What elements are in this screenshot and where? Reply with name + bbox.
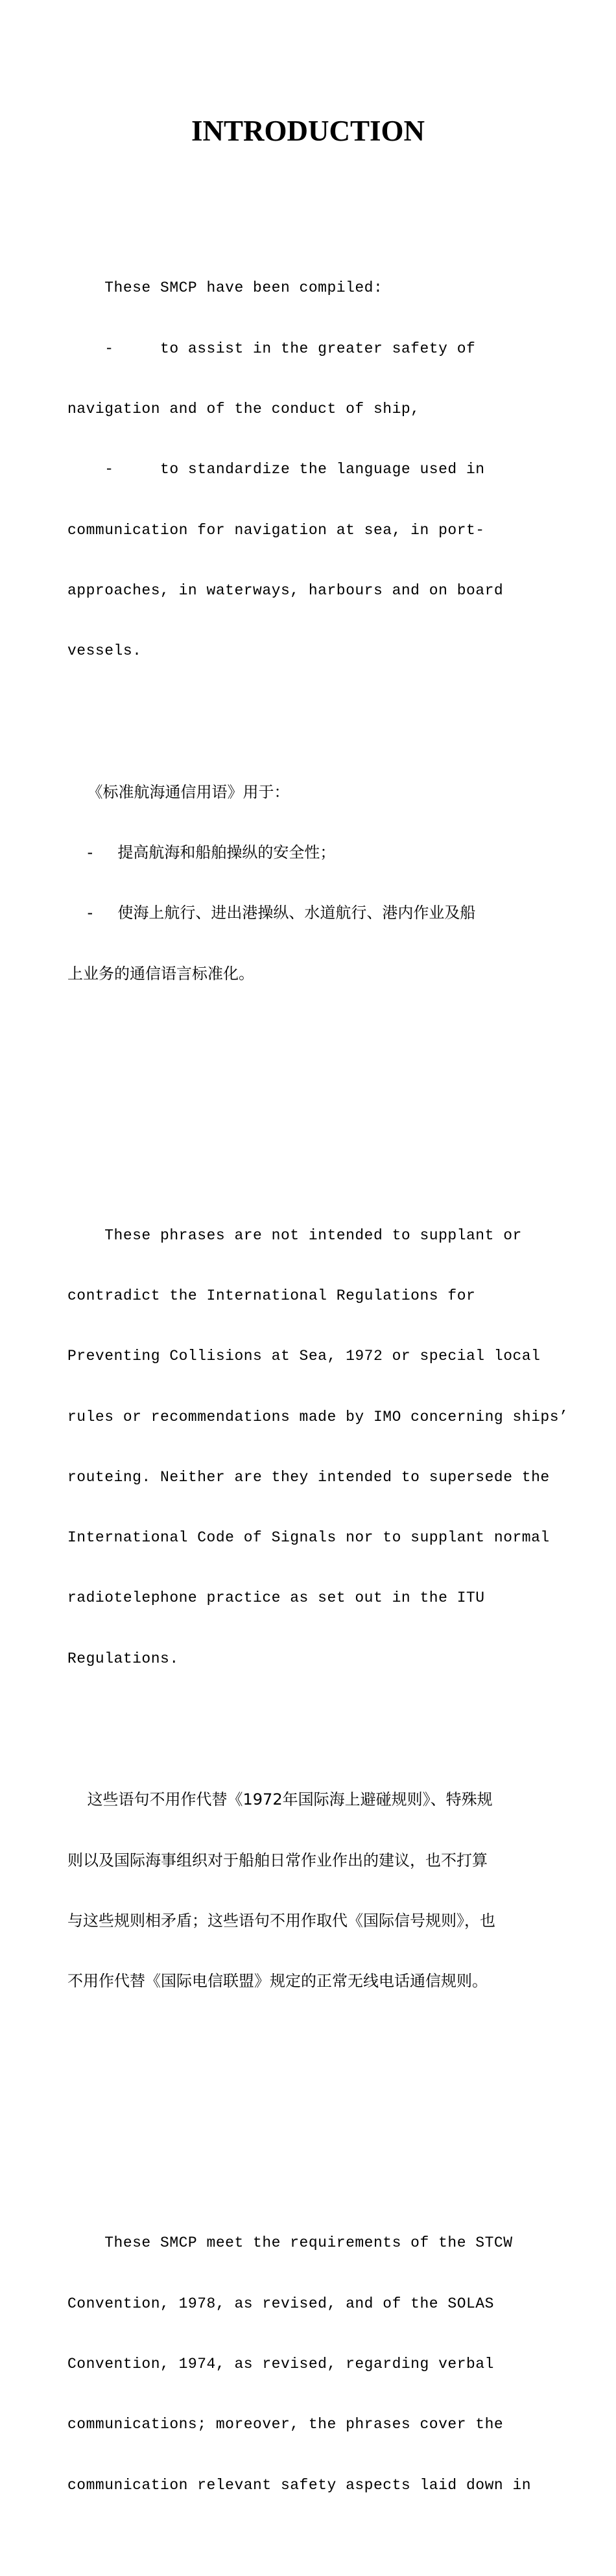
- paragraph-spacer: [67, 1084, 551, 1105]
- text-line: communication for navigation at sea, in port-: [67, 521, 485, 539]
- text-line: Preventing Collisions at Sea, 1972 or special local: [67, 1348, 541, 1365]
- text-line: rules or recommendations made by IMO concerning ships’: [67, 1408, 569, 1425]
- text-line: 不用作代替《国际电信联盟》规定的正常无线电话通信规则。: [67, 1972, 488, 1991]
- text-line: 这些语句不用作代替《1972年国际海上避碰规则》、特殊规: [67, 1790, 493, 1809]
- paragraph-spacer: [67, 2092, 551, 2113]
- text-line: These SMCP meet the requirements of the STCW: [67, 2234, 513, 2252]
- text-line: These phrases are not intended to supplant or: [67, 1226, 522, 1244]
- text-line: 上业务的通信语言标准化。: [67, 964, 254, 983]
- text-line: - 提高航海和船舶操纵的安全性；: [67, 843, 336, 862]
- text-line: Convention, 1978, as revised, and of the SOLAS: [67, 2295, 494, 2312]
- paragraph-2-zh: [67, 1750, 551, 2032]
- document-body: [67, 178, 569, 2576]
- text-line: contradict the International Regulations for: [67, 1287, 476, 1305]
- text-line: 《标准航海通信用语》用于：: [67, 782, 290, 801]
- paragraph-1-zh: [67, 742, 551, 1024]
- text-line: - to standardize the language used in: [67, 461, 485, 478]
- paragraph-3-en: [67, 2193, 551, 2536]
- text-line: Convention, 1974, as revised, regarding verbal: [67, 2355, 494, 2372]
- text-line: communication relevant safety aspects laid down in: [67, 2476, 532, 2494]
- text-line: International Code of Signals nor to supplant normal: [67, 1529, 550, 1547]
- text-line: radiotelephone practice as set out in the ITU: [67, 1589, 485, 1607]
- text-line: vessels.: [67, 642, 142, 660]
- page-title: INTRODUCTION: [191, 115, 425, 147]
- text-line: communications; moreover, the phrases cover the: [67, 2416, 504, 2433]
- text-line: approaches, in waterways, harbours and on board: [67, 581, 504, 599]
- text-line: routeing. Neither are they intended to supersede the: [67, 1468, 550, 1486]
- text-line: These SMCP have been compiled:: [67, 279, 383, 297]
- text-line: navigation and of the conduct of ship,: [67, 401, 420, 418]
- text-line: - 使海上航行、进出港操纵、水道航行、港内作业及船: [67, 904, 476, 922]
- text-line: Regulations.: [67, 1650, 179, 1667]
- text-line: 与这些规则相矛盾；这些语句不用作取代《国际信号规则》，也: [67, 1911, 495, 1930]
- text-line: 则以及国际海事组织对于船舶日常作业作出的建议，也不打算: [67, 1851, 488, 1869]
- paragraph-2-en: [67, 1186, 569, 1709]
- paragraph-1-en: [67, 238, 551, 701]
- text-line: - to assist in the greater safety of: [67, 340, 476, 357]
